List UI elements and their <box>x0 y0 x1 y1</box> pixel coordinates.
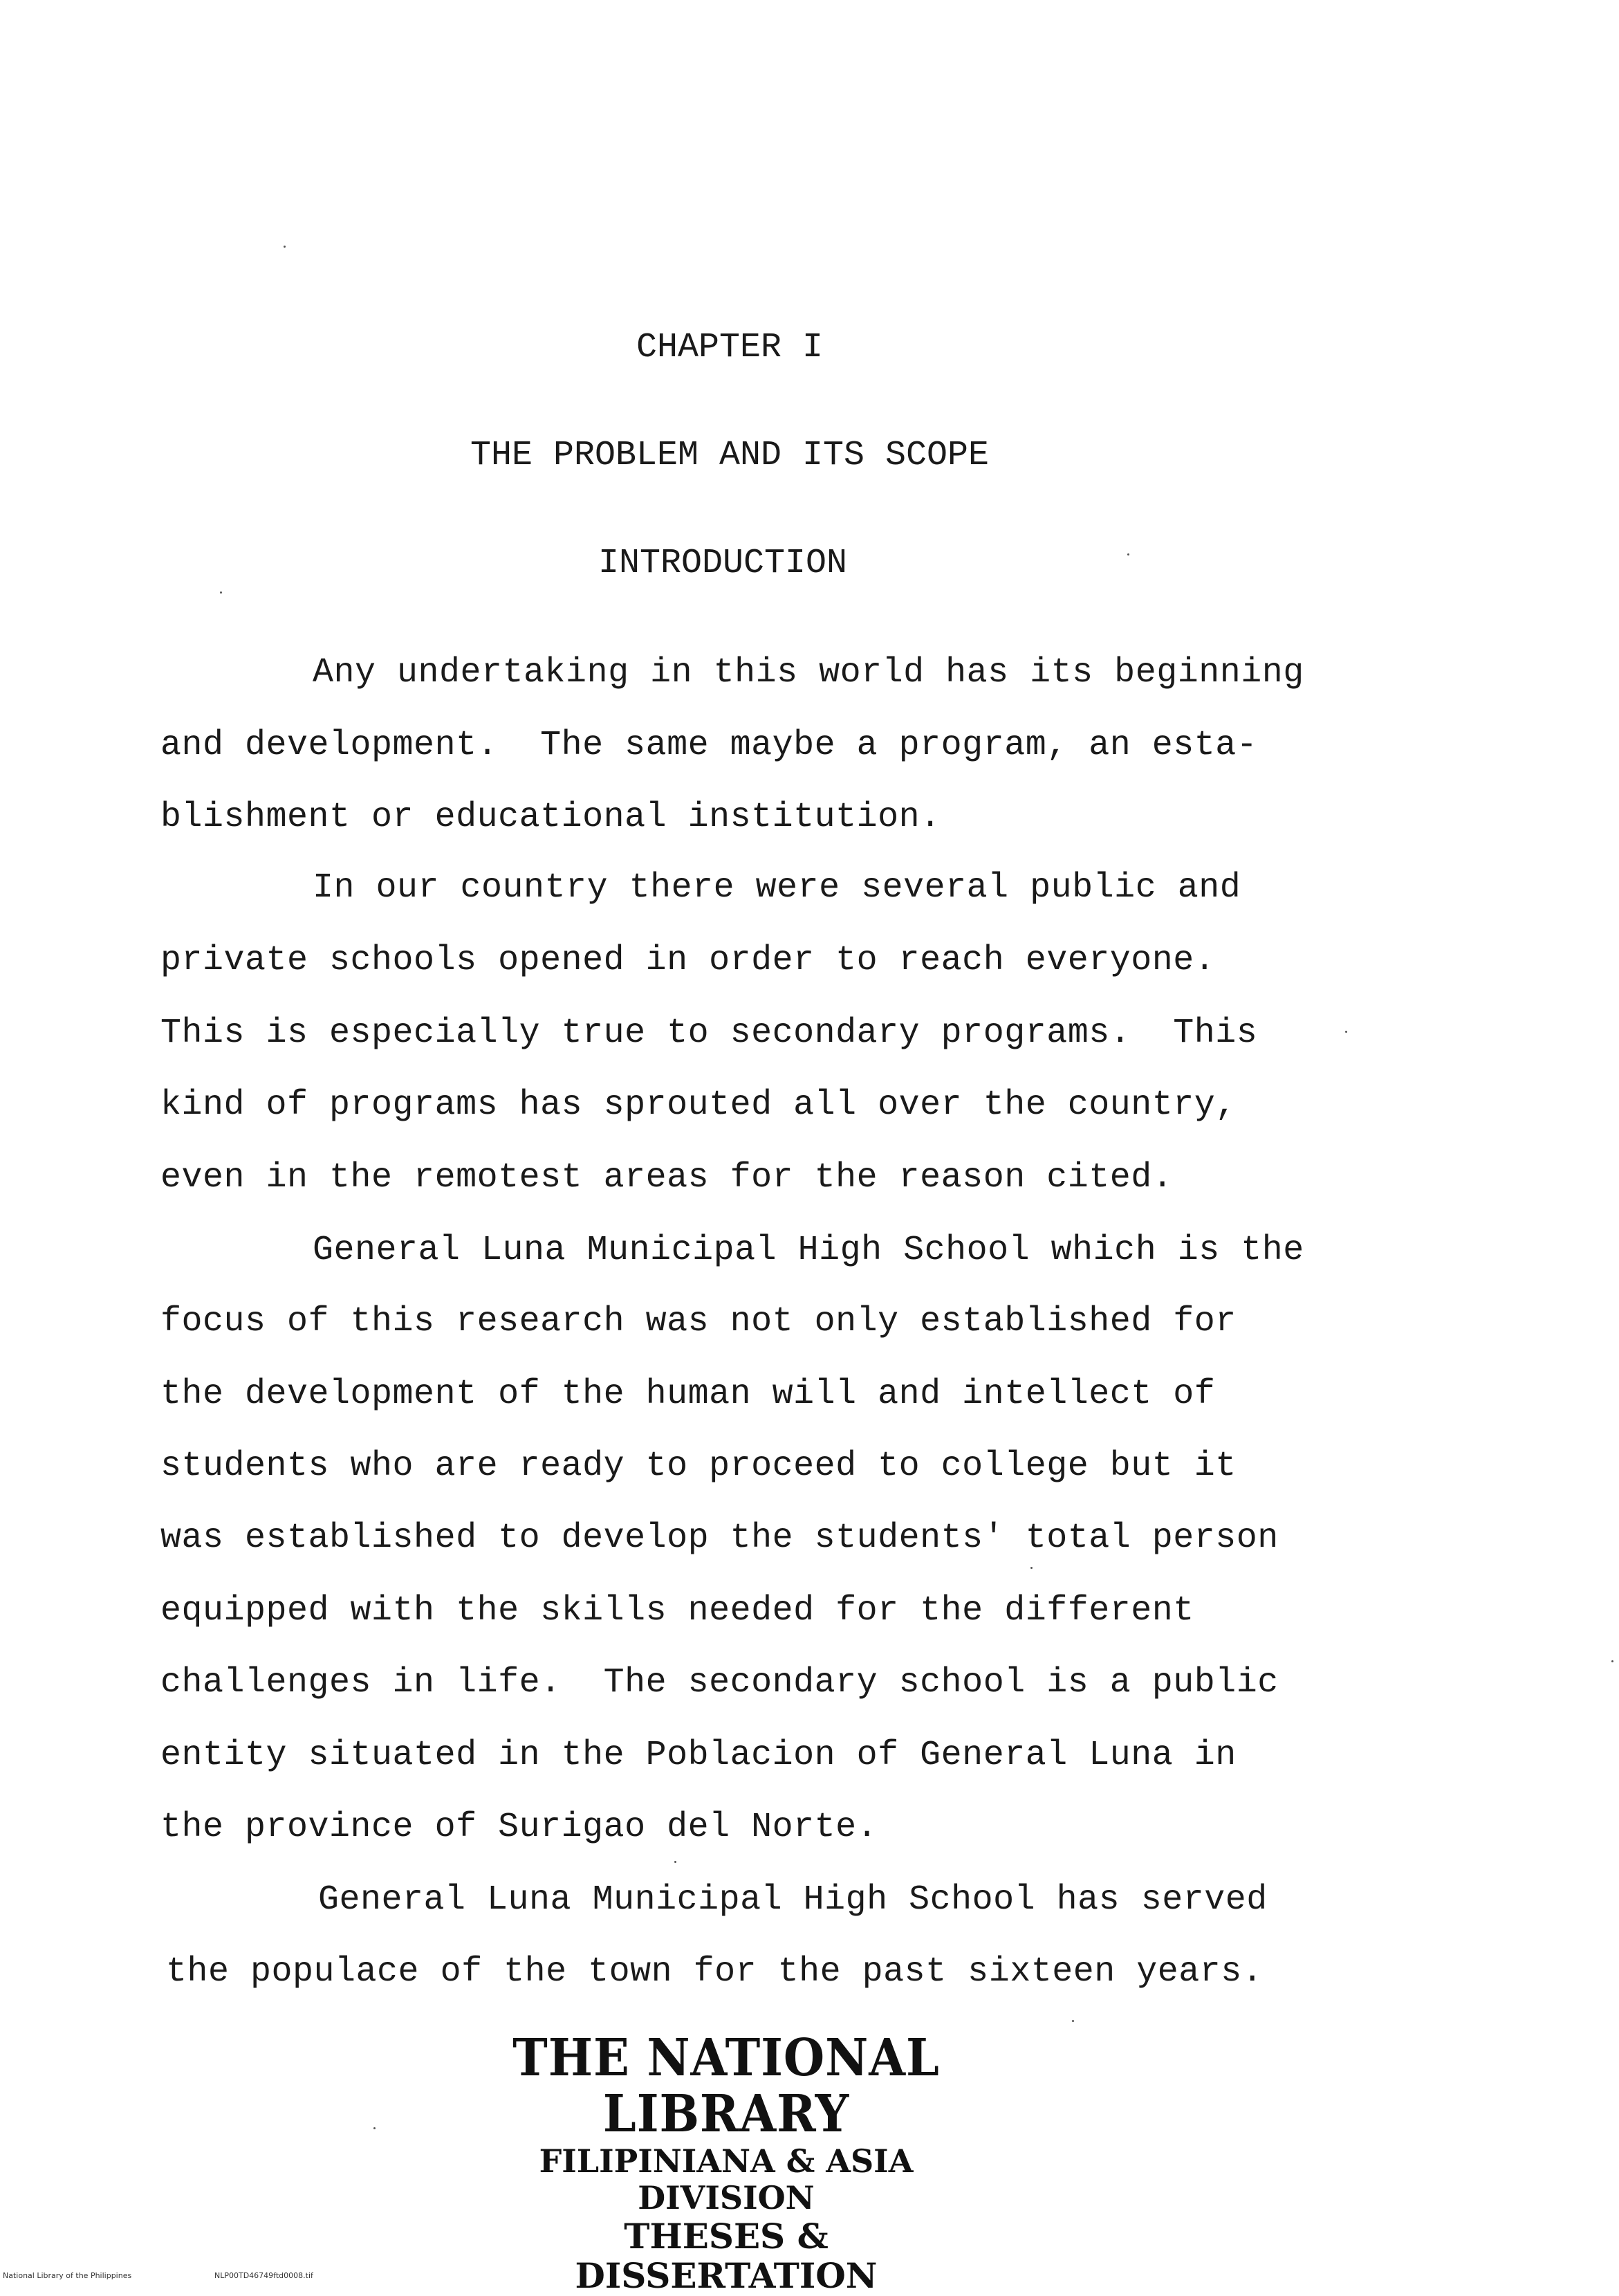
scan-speck <box>1127 553 1129 555</box>
body-line: the province of Surigao del Norte. <box>160 1808 878 1847</box>
body-line: the development of the human will and intellect of <box>160 1375 1216 1414</box>
stamp-line-1: THE NATIONAL LIBRARY <box>512 2028 940 2145</box>
stamp-line-2: FILIPINIANA & ASIA DIVISION <box>539 2142 914 2216</box>
section-title: INTRODUCTION <box>598 544 848 583</box>
body-line: kind of programs has sprouted all over the country, <box>160 1085 1237 1125</box>
body-line: and development. The same maybe a program, an esta- <box>160 726 1258 765</box>
body-line: challenges in life. The secondary school is a public <box>160 1663 1279 1702</box>
scan-speck <box>674 1861 676 1863</box>
body-line: the populace of the town for the past sixteen years. <box>166 1952 1264 1992</box>
scan-speck <box>373 2127 376 2129</box>
body-line: General Luna Municipal High School which is the <box>313 1231 1304 1270</box>
body-line: entity situated in the Poblacion of General Luna in <box>160 1736 1237 1775</box>
body-line: focus of this research was not only established for <box>160 1302 1237 1341</box>
chapter-title: THE PROBLEM AND ITS SCOPE <box>470 436 990 475</box>
body-line: equipped with the skills needed for the different <box>160 1591 1194 1631</box>
footer-filename: NLP00TD46749ftd0008.tif <box>214 2271 313 2280</box>
scan-speck <box>1072 2020 1074 2022</box>
body-line: General Luna Municipal High School has served <box>318 1880 1268 1920</box>
body-line: In our country there were several public and <box>313 868 1241 908</box>
footer-source: National Library of the Philippines <box>3 2271 132 2280</box>
body-line: private schools opened in order to reach everyone. <box>160 941 1216 980</box>
stamp-line-3: THESES & DISSERTATION <box>575 2215 878 2296</box>
scan-speck <box>1345 1031 1347 1033</box>
body-line: This is especially true to secondary programs. This <box>160 1013 1258 1053</box>
scan-speck <box>1030 1567 1033 1569</box>
scan-speck <box>284 246 286 248</box>
scan-speck <box>220 591 222 594</box>
body-line: even in the remotest areas for the reason cited. <box>160 1158 1174 1197</box>
body-line: blishment or educational institution. <box>160 798 941 837</box>
body-line: Any undertaking in this world has its beginning <box>313 653 1304 692</box>
body-line: was established to develop the students' total person <box>160 1518 1279 1558</box>
chapter-label: CHAPTER I <box>636 328 824 367</box>
body-line: students who are ready to proceed to college but it <box>160 1447 1237 1486</box>
library-stamp <box>484 2030 968 2296</box>
scan-speck <box>1611 1660 1613 1662</box>
